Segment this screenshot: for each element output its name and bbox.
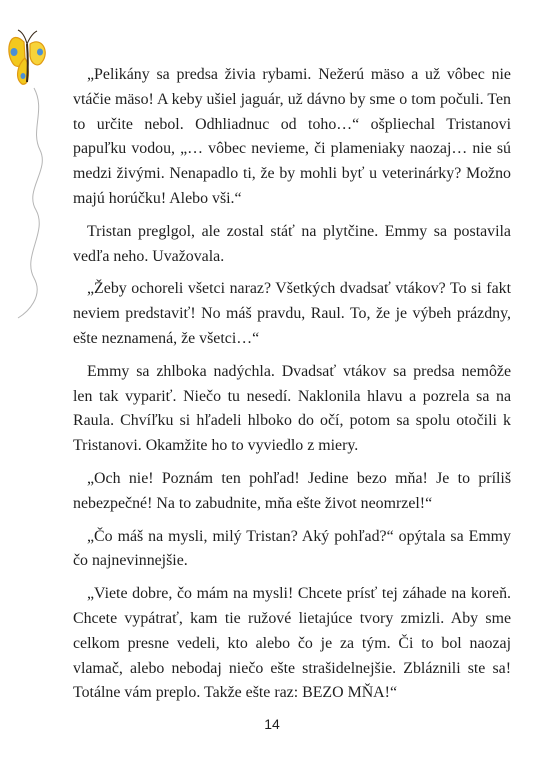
page-number: 14	[264, 716, 280, 732]
butterfly-icon	[9, 30, 45, 84]
story-text	[73, 63, 511, 714]
paragraph: Emmy sa zhlboka nadýchla. Dvadsať vtákov sa predsa nemôže len tak vypariť. Niečo tu nesedí. Naklonila hlavu a pozrela sa na Raula. Chvíľku si hľadeli hlboko do očí, potom sa spolu otočili k Tristanovi. Okamžite ho to vyviedlo z miery.	[73, 362, 511, 455]
paragraph: „Čo máš na mysli, milý Tristan? Aký pohľad?“ opýtala sa Emmy čo najnevinnejšie.	[73, 527, 511, 570]
paragraph: „Viete dobre, čo mám na mysli! Chcete prísť tej záhade na koreň. Chcete vypátrať, kam tie ružové lietajúce tvory zmizli. Aby sme celkom presne vedeli, kto alebo čo je za tým. Či to bol naozaj vlamač, alebo nebodaj niečo ešte strašidelnejšie. Zbláznili ste sa! Totálne vám preplo. Takže ešte raz: BEZO MŇA!“	[73, 585, 511, 702]
paragraph: Tristan preglgol, ale zostal stáť na plytčine. Emmy sa postavila vedľa neho. Uvažovala.	[73, 222, 511, 265]
paragraph: „Žeby ochoreli všetci naraz? Všetkých dvadsať vtákov? To si fakt neviem predstaviť! No máš pravdu, Raul. To, že je výbeh prázdny, ešte neznamená, že všetci…“	[73, 280, 511, 347]
paragraph: „Pelikány sa predsa živia rybami. Nežerú mäso a už vôbec nie vtáčie mäso! A keby ušiel jaguár, už dávno by sme o tom počuli. Ten to určite nebol. Odhliadnuc od toho…“ ošpliechal Tristanovi papuľku vodou, „… vôbec nevieme, či plameniaky naozaj… nie sú medzi živými. Nenapadlo ti, že by mohli byť u veterinárky? Možno majú horúčku! Alebo vši.“	[73, 66, 511, 207]
paragraph: „Och nie! Poznám ten pohľad! Jedine bezo mňa! Je to príliš nebezpečné! Na to zabudnite, mňa ešte život neomrzel!“	[73, 469, 511, 512]
flight-trail	[18, 88, 42, 318]
butterfly-decoration	[0, 0, 60, 330]
